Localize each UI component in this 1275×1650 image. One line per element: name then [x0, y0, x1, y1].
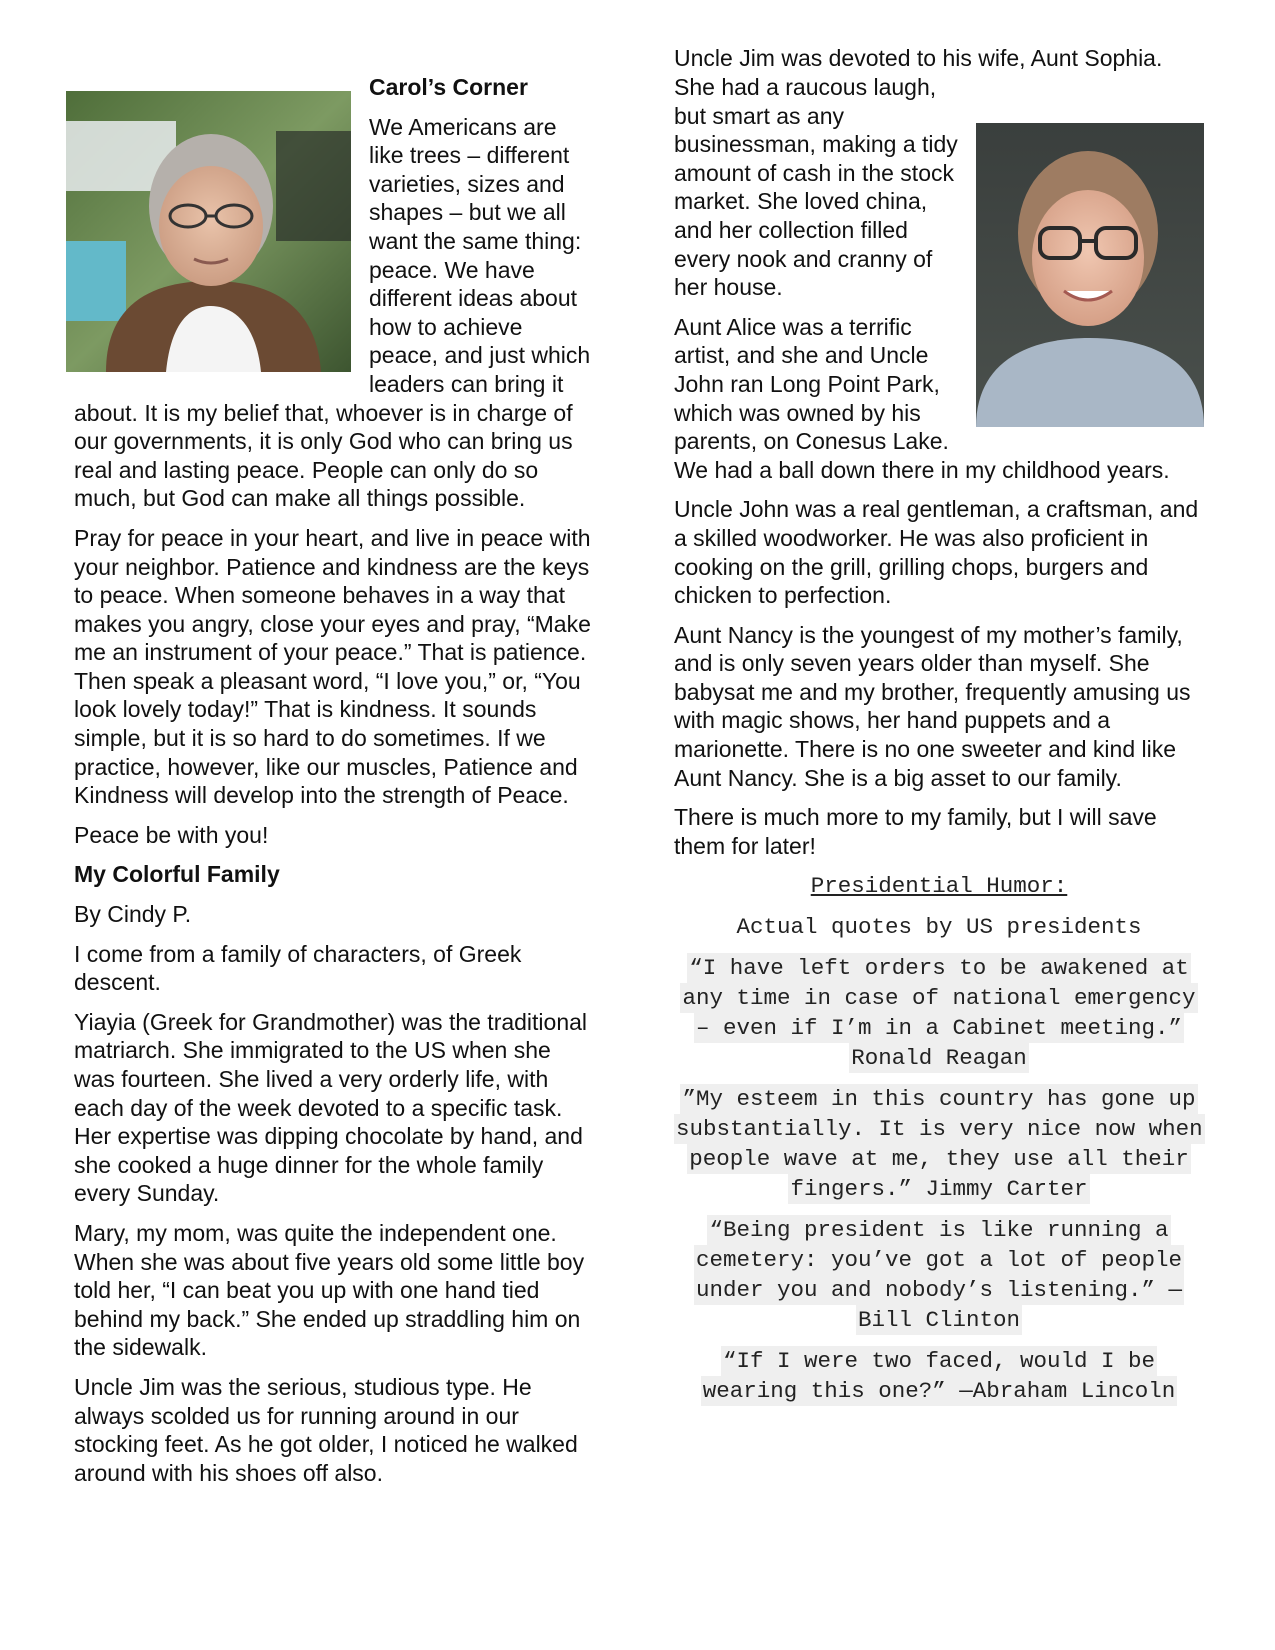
colorful-family-paragraph: Mary, my mom, was quite the independent one. When she was about five years old some little boy told her, “I can beat you up with one hand tied behind my back.” She ended up straddling him on the sidewalk.	[74, 1219, 585, 1361]
colorful-family-title: My Colorful Family	[74, 861, 280, 888]
presidential-humor-title: Presidential Humor:	[810, 873, 1068, 900]
colorful-family-paragraph: Uncle Jim was the serious, studious type. He always scolded us for running around in our stocking feet. As he got older, I noticed he walked around with his shoes off also.	[74, 1373, 578, 1486]
colorful-family-byline: By Cindy P.	[74, 901, 192, 928]
family-paragraph: Uncle John was a real gentleman, a craftsman, and a skilled woodworker. He was also proficient in cooking on the grill, grilling chops, burgers and chicken to perfection.	[674, 496, 1199, 609]
carols-corner-paragraph: We Americans are like trees – different varieties, sizes and shapes – but we all want the same thing: peace. We have different ideas about how to achieve peace, and just which leaders can bring it about. It is my belief that, whoever is in charge of our governments, it is only God who can bring us real and lasting peace. People can only do so much, but God can make all things possible.	[74, 113, 591, 512]
quote-text: “Being president is like running a cemetery: you’ve got a lot of people under you and nobody’s listening.” —Bill Clinton	[695, 1217, 1183, 1334]
president-quote	[674, 1215, 1204, 1335]
family-paragraph: There is much more to my family, but I will save them for later!	[674, 804, 1157, 859]
family-paragraph: Aunt Alice was a terrific artist, and she and Uncle John ran Long Point Park, which was owned by his parents, on Conesus Lake. We had a ball down there in my childhood years.	[674, 313, 1170, 483]
quote-text: ”My esteem in this country has gone up substantially. It is very nice now when people wave at me, they use all their fingers.” Jimmy Carter	[676, 1086, 1203, 1203]
quote-text: “If I were two faced, would I be wearing this one?” —Abraham Lincoln	[702, 1348, 1176, 1405]
colorful-family-paragraph: I come from a family of characters, of Greek descent.	[74, 940, 522, 996]
family-paragraph: Uncle Jim was devoted to his wife, Aunt Sophia. She had a raucous laugh, but smart as any businessman, making a tidy amount of cash in the stock market. She loved china, and her collection filled every nook and cranny of her house.	[674, 45, 1163, 301]
presidential-humor-section	[674, 871, 1204, 1406]
carols-corner-paragraph: Pray for peace in your heart, and live in peace with your neighbor. Patience and kindness are the keys to peace. When someone behaves in a way that makes you angry, close your eyes and pray, “Make me an instrument of your peace.” That is patience. Then speak a pleasant word, “I love you,” or, “You look lovely today!” That is kindness. It sounds simple, but it is so hard to do sometimes. If we practice, however, like our muscles, Patience and Kindness will develop into the strength of Peace.	[74, 524, 591, 809]
carols-corner-closing: Peace be with you!	[74, 821, 269, 848]
cindy-portrait-image	[976, 123, 1204, 427]
carol-portrait-image	[66, 91, 351, 372]
carols-corner-title: Carol’s Corner	[369, 74, 528, 100]
president-quote	[674, 1084, 1204, 1204]
quote-text: “I have left orders to be awakened at any time in case of national emergency – even if I’m in a Cabinet meeting.” Ronald Reagan	[682, 955, 1196, 1072]
family-paragraph: Aunt Nancy is the youngest of my mother’s family, and is only seven years older than myself. She babysat me and my brother, frequently amusing us with magic shows, her hand puppets and a marionette. There is no one sweeter and kind like Aunt Nancy. She is a big asset to our family.	[674, 621, 1191, 791]
cindy-photo	[976, 123, 1204, 427]
right-column	[674, 45, 1204, 1417]
presidential-humor-subtitle: Actual quotes by US presidents	[736, 914, 1142, 941]
carol-photo	[66, 91, 351, 372]
president-quote	[674, 953, 1204, 1073]
colorful-family-paragraph: Yiayia (Greek for Grandmother) was the traditional matriarch. She immigrated to the US when she was fourteen. She lived a very orderly life, with each day of the week devoted to a specific task. Her expertise was dipping chocolate by hand, and she cooked a huge dinner for the whole family every Sunday.	[74, 1008, 588, 1207]
president-quote	[674, 1346, 1204, 1406]
left-column	[74, 73, 596, 1498]
